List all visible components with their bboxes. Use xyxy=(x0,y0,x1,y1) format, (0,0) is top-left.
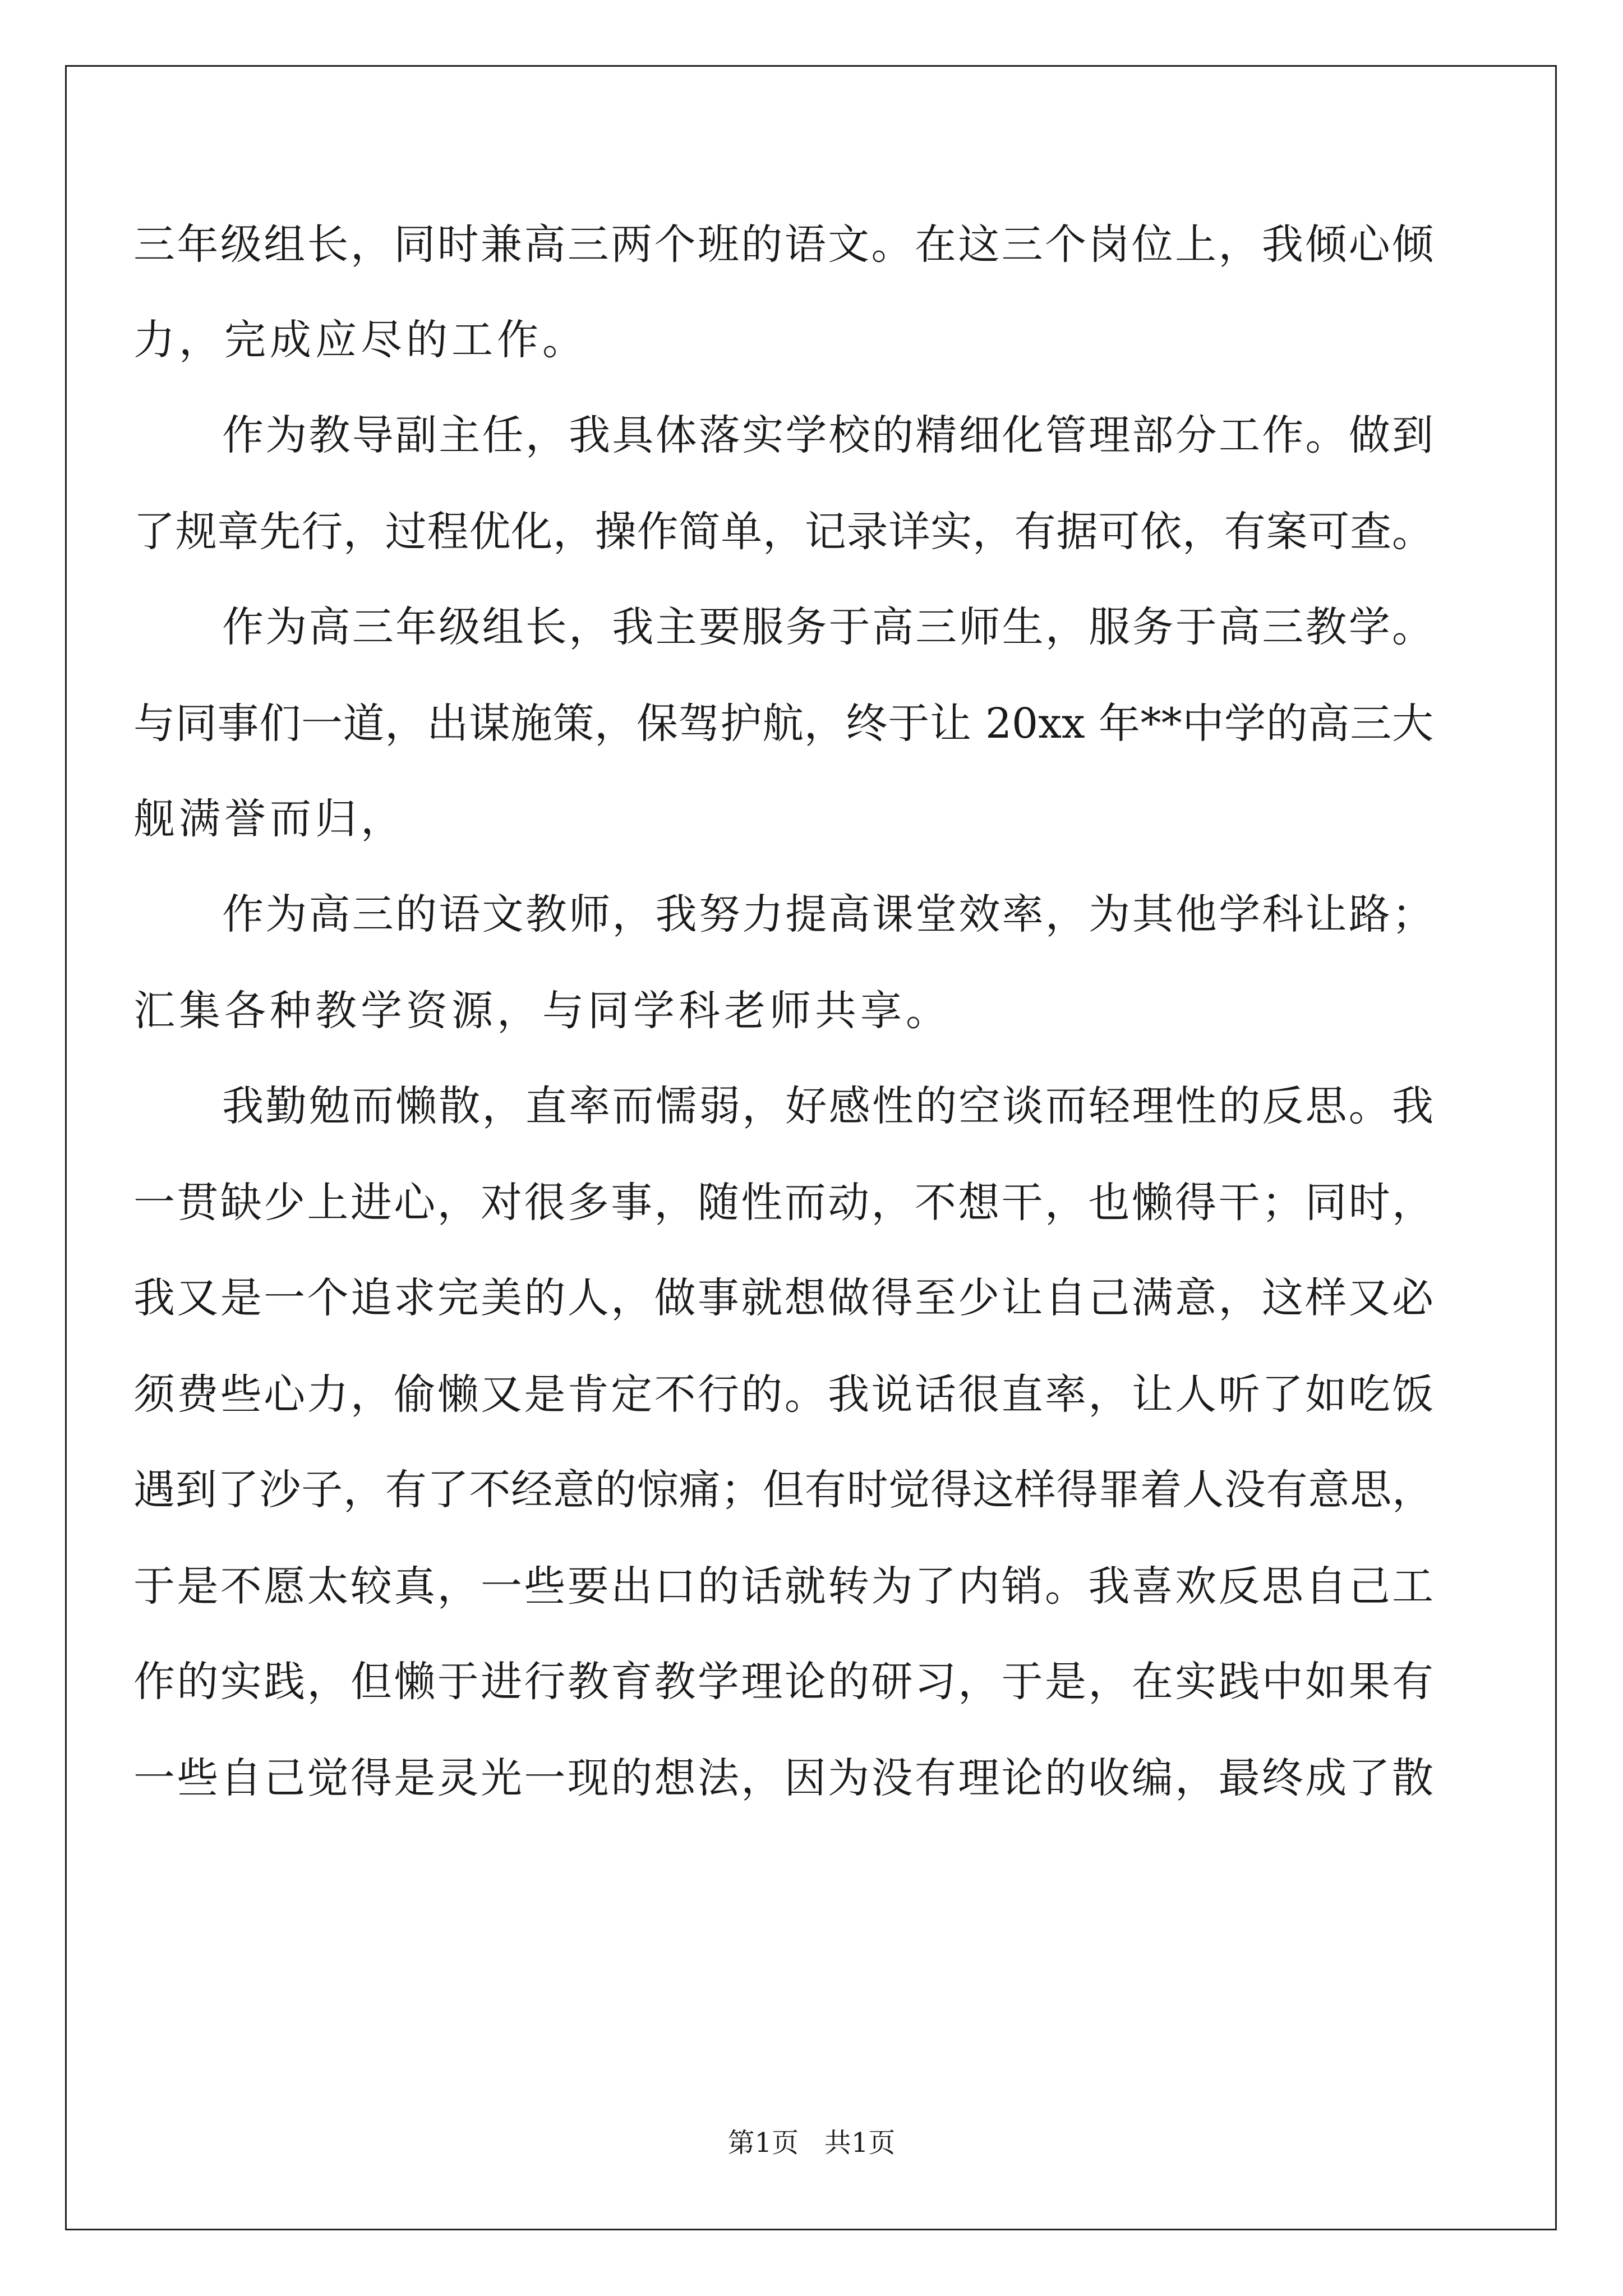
page-number-label: 第1页 共1页 xyxy=(727,2127,896,2159)
paragraph-line-8: 作为高三的语文教师，我努力提高课堂效率，为其他学科让路； xyxy=(222,890,1433,938)
text-line-6: 与同事们一道，出谋施策，保驾护航，终于让 20xx 年**中学的高三大 xyxy=(133,700,1433,748)
text-line-12: 我又是一个追求完美的人，做事就想做得至少让自己满意，这样又必 xyxy=(133,1274,1433,1322)
page-footer xyxy=(0,2126,1623,2160)
text-line-9: 汇集各种教学资源，与同学科老师共享。 xyxy=(133,987,951,1035)
text-line-15: 于是不愿太较真，一些要出口的话就转为了内销。我喜欢反思自己工 xyxy=(133,1562,1433,1611)
text-line-16: 作的实践，但懒于进行教育教学理论的研习，于是，在实践中如果有 xyxy=(133,1658,1433,1706)
text-line-17: 一些自己觉得是灵光一现的想法，因为没有理论的收编，最终成了散 xyxy=(133,1754,1433,1802)
text-line-11: 一贯缺少上进心，对很多事，随性而动，不想干，也懒得干；同时， xyxy=(133,1179,1433,1227)
text-line-7: 舰满誉而归， xyxy=(133,795,406,843)
paragraph-line-10: 我勤勉而懒散，直率而懦弱，好感性的空谈而轻理性的反思。我 xyxy=(222,1082,1433,1130)
text-line-1: 三年级组长，同时兼高三两个班的语文。在这三个岗位上，我倾心倾 xyxy=(133,220,1433,269)
page-border xyxy=(65,65,1557,2230)
paragraph-line-5: 作为高三年级组长，我主要服务于高三师生，服务于高三教学。 xyxy=(222,603,1433,651)
text-line-14: 遇到了沙子，有了不经意的惊痛；但有时觉得这样得罪着人没有意思， xyxy=(133,1466,1433,1514)
paragraph-line-3: 作为教导副主任，我具体落实学校的精细化管理部分工作。做到 xyxy=(222,411,1433,459)
text-line-2: 力，完成应尽的工作。 xyxy=(133,316,588,364)
text-line-13: 须费些心力，偷懒又是肯定不行的。我说话很直率，让人听了如吃饭 xyxy=(133,1370,1433,1419)
text-line-4: 了规章先行，过程优化，操作简单，记录详实，有据可依，有案可查。 xyxy=(133,508,1433,556)
